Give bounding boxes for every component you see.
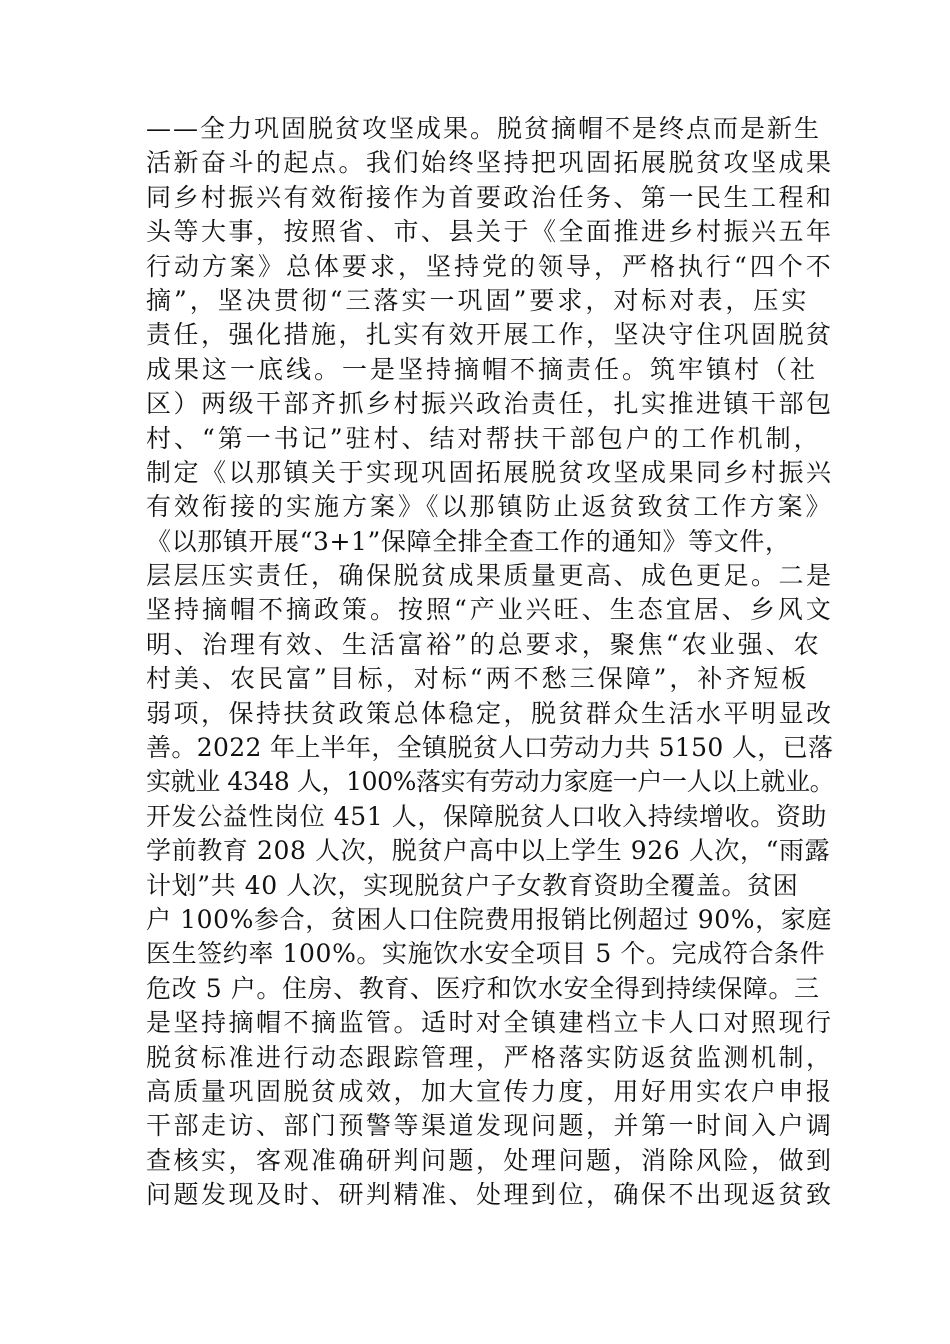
text-line: 同乡村振兴有效衔接作为首要政治任务、第一民生工程和: [146, 182, 834, 212]
text-line: 高质量巩固脱贫成效，加大宣传力度，用好用实农户申报: [146, 1076, 834, 1106]
text-line: 脱贫标准进行动态跟踪管理，严格落实防返贫监测机制，: [146, 1042, 834, 1072]
text-line: 问题发现及时、研判精准、处理到位，确保不出现返贫致: [146, 1180, 834, 1210]
text-line: 有效衔接的实施方案》《以那镇防止返贫致贫工作方案》: [146, 492, 834, 522]
text-line: 医生签约率 100%。实施饮水安全项目 5 个。完成符合条件: [146, 939, 826, 969]
body-paragraph: [146, 112, 835, 1213]
text-line: 村、“第一书记”驻村、结对帮扶干部包户的工作机制，: [146, 423, 822, 453]
text-line: 区）两级干部齐抓乡村振兴政治责任，扎实推进镇干部包: [146, 389, 834, 419]
text-line: 制定《以那镇关于实现巩固拓展脱贫攻坚成果同乡村振兴: [146, 457, 834, 487]
text-line: 查核实，客观准确研判问题，处理问题，消除风险，做到: [146, 1145, 834, 1175]
text-line: 实就业 4348 人，100%落实有劳动力家庭一户一人以上就业。: [146, 767, 835, 797]
text-line: 户 100%参合，贫困人口住院费用报销比例超过 90%，家庭: [146, 904, 832, 934]
text-line: 《以那镇开展“3+1”保障全排全查工作的通知》等文件，: [146, 526, 791, 556]
text-line: 摘”，坚决贯彻“三落实一巩固”要求，对标对表，压实: [146, 285, 810, 315]
text-line: 弱项，保持扶贫政策总体稳定，脱贫群众生活水平明显改: [146, 698, 834, 728]
text-line: 行动方案》总体要求，坚持党的领导，严格执行“四个不: [146, 251, 834, 281]
text-line: 责任，强化措施，扎实有效开展工作，坚决守住巩固脱贫: [146, 320, 834, 350]
text-line: 坚持摘帽不摘政策。按照“产业兴旺、生态宜居、乡风文: [146, 595, 834, 625]
text-line: 成果这一底线。一是坚持摘帽不摘责任。筑牢镇村（社: [146, 354, 819, 384]
text-line: 危改 5 户。住房、教育、医疗和饮水安全得到持续保障。三: [146, 973, 820, 1003]
text-line: 计划”共 40 人次，实现脱贫户子女教育资助全覆盖。贫困: [146, 870, 799, 900]
text-line: 村美、农民富”目标，对标“两不愁三保障”，补齐短板: [146, 664, 810, 694]
text-line: 活新奋斗的起点。我们始终坚持把巩固拓展脱贫攻坚成果: [146, 148, 834, 178]
text-line: 学前教育 208 人次，脱贫户高中以上学生 926 人次，“雨露: [146, 836, 831, 866]
text-line: 开发公益性岗位 451 人，保障脱贫人口收入持续增收。资助: [146, 801, 828, 831]
text-line: 明、治理有效、生活富裕”的总要求，聚焦“农业强、农: [146, 629, 822, 659]
text-line: ——全力巩固脱贫攻坚成果。脱贫摘帽不是终点而是新生: [146, 114, 822, 143]
text-line: 善。2022 年上半年，全镇脱贫人口劳动力共 5150 人，已落: [146, 733, 834, 763]
text-line: 头等大事，按照省、市、县关于《全面推进乡村振兴五年: [146, 217, 834, 247]
text-line: 层层压实责任，确保脱贫成果质量更高、成色更足。二是: [146, 561, 834, 591]
text-line: 干部走访、部门预警等渠道发现问题，并第一时间入户调: [146, 1111, 834, 1141]
text-line: 是坚持摘帽不摘监管。适时对全镇建档立卡人口对照现行: [146, 1008, 834, 1038]
